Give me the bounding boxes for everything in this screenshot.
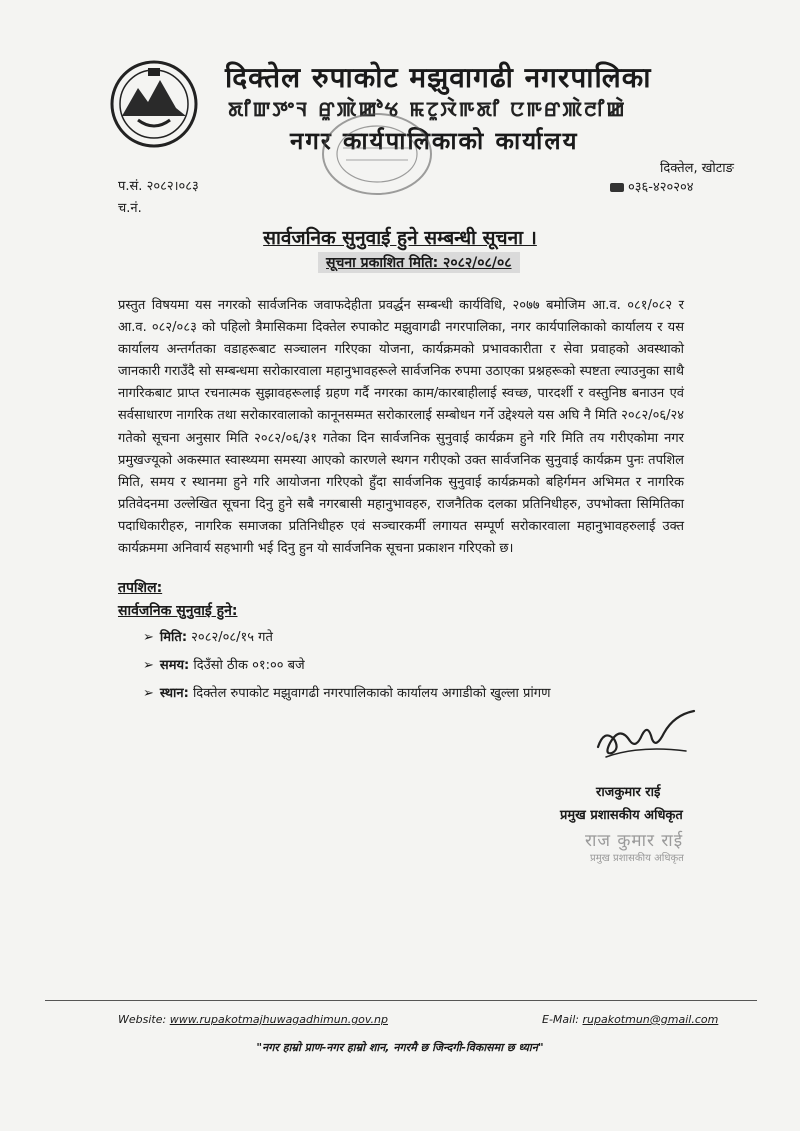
detail-item-label: स्थान: [159, 686, 189, 701]
detail-item-time [143, 655, 305, 673]
phone-icon [610, 183, 624, 192]
footer-slogan: "नगर हाम्रो प्राण-नगर हाम्रो शान, नगरमै छ जिन्दगी-विकासमा छ ध्यान" [256, 1041, 544, 1054]
seal-name: राज कुमार राई [585, 831, 684, 851]
detail-item-label: समय: [159, 658, 190, 673]
footer-divider [45, 1000, 757, 1001]
municipality-name: दिक्तेल रुपाकोट मझुवागढी नगरपालिका [225, 61, 652, 94]
municipality-name-kirat: ꯗꯤꯛꯇꯦꯜ ꯔꯨꯄꯥꯀꯣꯠ ꯃꯖꯨꯋꯥꯒꯗꯤ ꯅꯒꯔꯄꯥꯂꯤꯀꯥ [228, 97, 627, 121]
office-phone [610, 177, 694, 195]
email-link[interactable]: rupakotmun@gmail.com [582, 1013, 719, 1026]
office-location: दिक्तेल, खोटाङ [660, 161, 734, 176]
notice-title-text: सार्वजनिक सुनुवाई हुने सम्बन्धी सूचना । [263, 227, 537, 249]
detail-item-date [143, 627, 273, 645]
phone-number: ०३६-४२०२०४ [628, 180, 694, 195]
handwritten-signature-icon [590, 705, 700, 765]
reference-number: प.सं. २०८२।०८३ [118, 179, 199, 194]
arrow-icon: ➢ [143, 658, 154, 673]
detail-item-value: २०८२/०८/१५ गते [191, 630, 273, 645]
footer-email [542, 1013, 718, 1026]
office-name: नगर कार्यपालिकाको कार्यालय [290, 127, 579, 155]
municipality-emblem-icon [108, 58, 200, 150]
detail-item-value: दिउँसो ठीक ०१:०० बजे [193, 658, 305, 673]
arrow-icon: ➢ [143, 686, 154, 701]
dispatch-number: च.नं. [118, 201, 142, 216]
footer-website [118, 1013, 388, 1026]
published-date: सूचना प्रकाशित मिति: २०८२/०८/०८ [318, 252, 520, 273]
signatory-name: राजकुमार राई [596, 785, 661, 800]
arrow-icon: ➢ [143, 630, 154, 645]
detail-item-label: मिति: [159, 630, 188, 645]
website-label: Website: [118, 1013, 167, 1026]
details-label: तपशिल: [118, 580, 163, 596]
seal-title: प्रमुख प्रशासकीय अधिकृत [590, 853, 684, 864]
notice-title [0, 224, 800, 250]
office-stamp-icon [318, 108, 436, 200]
notice-body: प्रस्तुत विषयमा यस नगरको सार्वजनिक जवाफदेहीता प्रवर्द्धन सम्बन्धी कार्यविधि, २०७७ बमोजिम आ.व. ०८१/०८२ र आ.व. ०८२/०८३ को पहिलो त्रैमासिकमा दिक्तेल रुपाकोट मझुवागढी नगरपालिका, नगर कार्यपालिकाको कार्यालय र यस कार्यालय अन्तर्गतका वडाहरूबाट सञ्चालन गरिएका योजना, कार्यक्रमको प्रभावकारीता र सेवा प्रवाहको अवस्थाको जानकारी गराउँदै सो सम्बन्धमा सरोकारवाला महानुभावहरूले सार्वजनिक रुपमा उठाएका प्रश्नहरूको स्पष्टता ल्याउनुका साथै नागरिकबाट प्राप्त रचनात्मक सुझावहरूलाई ग्रहण गर्दै नगरका काम/कारबाहीलाई स्वच्छ, पारदर्शी र वस्तुनिष्ठ बनाउन एवं सर्वसाधारण नागरिक तथा सरोकारवालाको कानूनसम्मत सरोकारलाई सम्बोधन गर्ने उद्देश्यले यस अघि नै मिति २०८२/०६/२४ गतेको सूचना अनुसार मिति २०८२/०६/३१ गतेका दिन सार्वजनिक सुनुवाई कार्यक्रम हुने गरि मिति तय गरीएकोमा नगर प्रमुखज्यूको अकस्मात स्वास्थ्यमा समस्या आएको कारणले स्थगन गरीएको उक्त सार्वजनिक सुनुवाई कार्यक्रम पुनः तपशिल मिति, समय र स्थानमा हुने गरि आयोजना गरिएको हुँदा सार्वजनिक सुनुवाई कार्यक्रमको बहिर्गमन अभिमत र नागरिक प्रतिवेदनमा उल्लेखित सूचना दिनु हुने सबै नगरबासी महानुभावहरु, राजनैतिक दलका प्रतिनिधीहरु, उपभोक्ता सिमितिका पदाधिकारीहरु, नागरिक समाजका प्रतिनिधीहरु एवं सञ्चारकर्मी लगायत सम्पूर्ण सरोकारवाला महानुभावहरुलाई उक्त कार्यक्रममा अनिवार्य सहभागी भई दिनु हुन यो सार्वजनिक सूचना प्रकाशन गरिएको छ। [118, 298, 684, 557]
email-label: E-Mail: [542, 1013, 579, 1026]
detail-item-value: दिक्तेल रुपाकोट मझुवागढी नगरपालिकाको कार्यालय अगाडीको खुल्ला प्रांगण [192, 686, 551, 701]
detail-item-venue [143, 683, 551, 701]
signatory-title: प्रमुख प्रशासकीय अधिकृत [560, 808, 683, 823]
website-link[interactable]: www.rupakotmajhuwagadhimun.gov.np [169, 1013, 388, 1026]
hearing-label: सार्वजनिक सुनुवाई हुने: [118, 603, 238, 619]
